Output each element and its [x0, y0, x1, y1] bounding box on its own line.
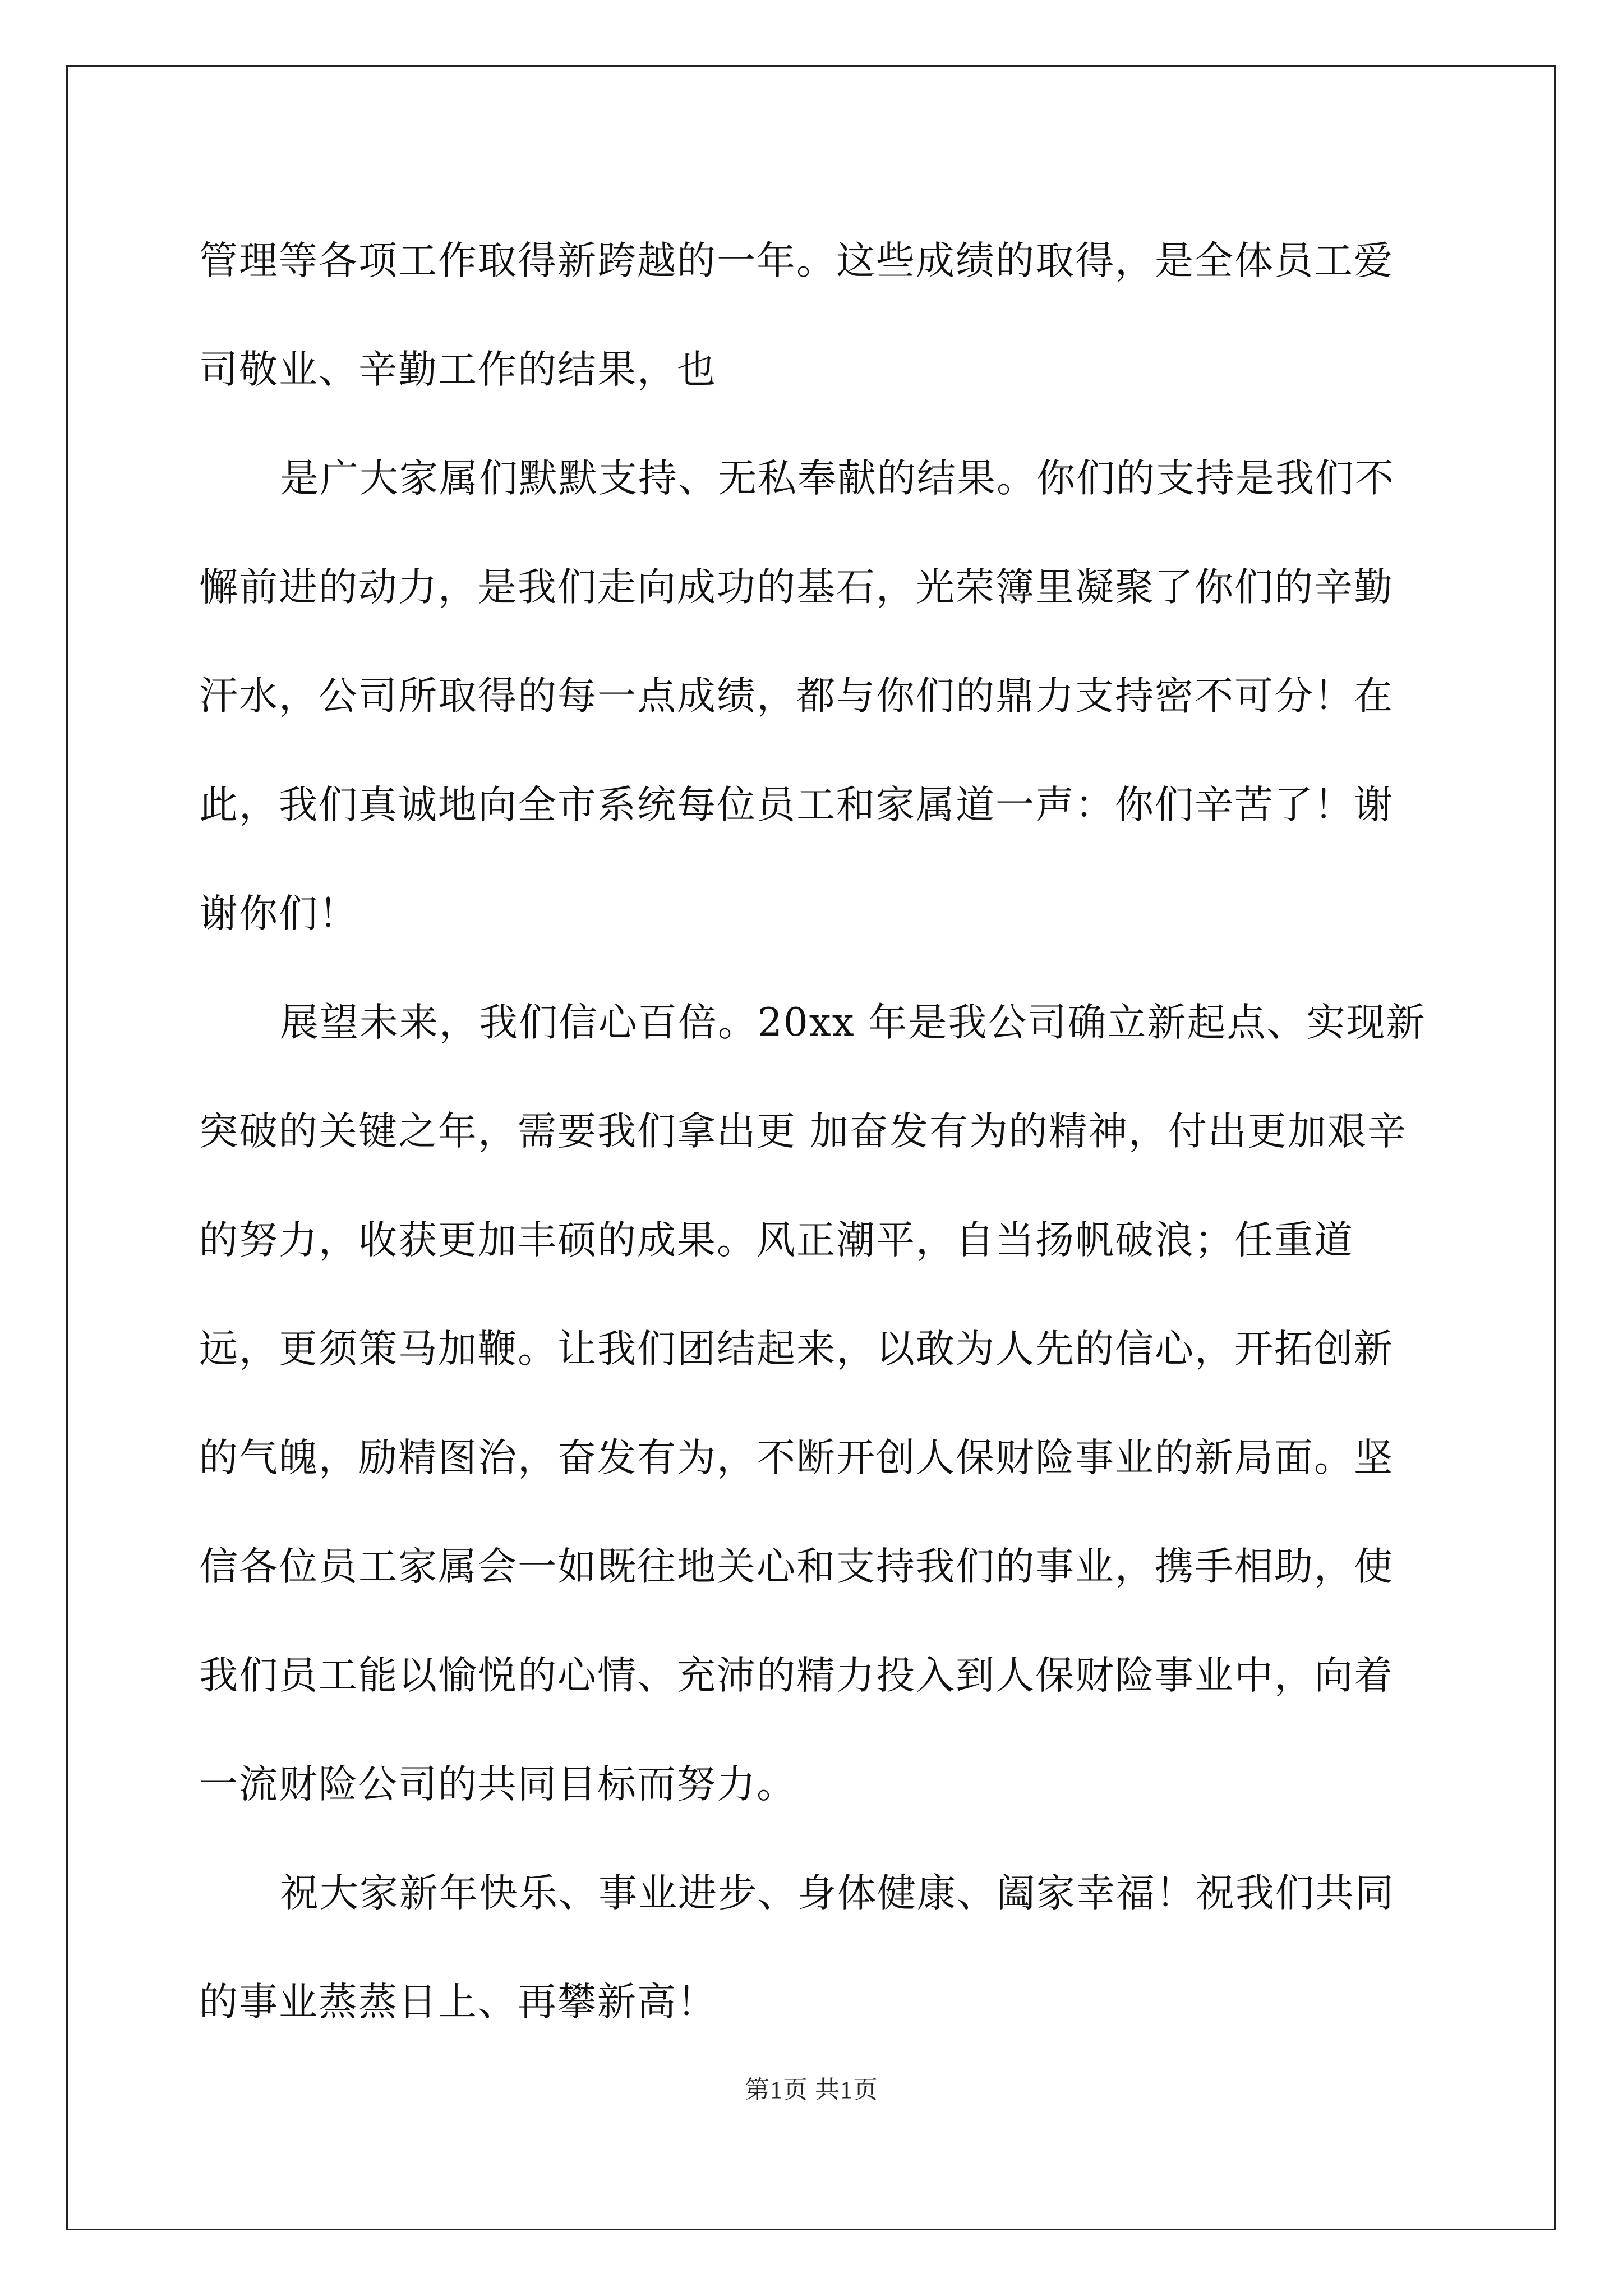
paragraph-4: 祝大家新年快乐、事业进步、身体健康、阖家幸福！祝我们共同的事业蒸蒸日上、再攀新高！ [199, 1871, 1395, 2024]
page-footer [0, 2073, 1623, 2107]
paragraph-2: 是广大家属们默默支持、无私奉献的结果。你们的支持是我们不懈前进的动力，是我们走向成功的基石，光荣簿里凝聚了你们的辛勤汗水，公司所取得的每一点成绩，都与你们的鼎力支持密不可分！在此，我们真诚地向全市系统每位员工和家属道一声：你们辛苦了！谢谢你们！ [199, 456, 1395, 936]
paragraph-1: 管理等各项工作取得新跨越的一年。这些成绩的取得，是全体员工爱司敬业、辛勤工作的结果，也 [199, 238, 1394, 392]
paragraph-3: 展望未来，我们信心百倍。20xx 年是我公司确立新起点、实现新突破的关键之年，需要我们拿出更 加奋发有为的精神，付出更加艰辛的努力，收获更加丰硕的成果。风正潮平，自当扬帆破浪；任重道远，更须策马加鞭。让我们团结起来，以敢为人先的信心，开拓创新的气魄，励精图治，奋发有为，不断开创人保财险事业的新局面。坚信各位员工家属会一如既往地关心和支持我们的事业，携手相助，使我们员工能以愉悦的心情、充沛的精力投入到人保财险事业中，向着一流财险公司的共同目标而努力。 [199, 1000, 1426, 1807]
document-body [199, 206, 1433, 2056]
page-number: 第1页 共1页 [745, 2076, 878, 2104]
